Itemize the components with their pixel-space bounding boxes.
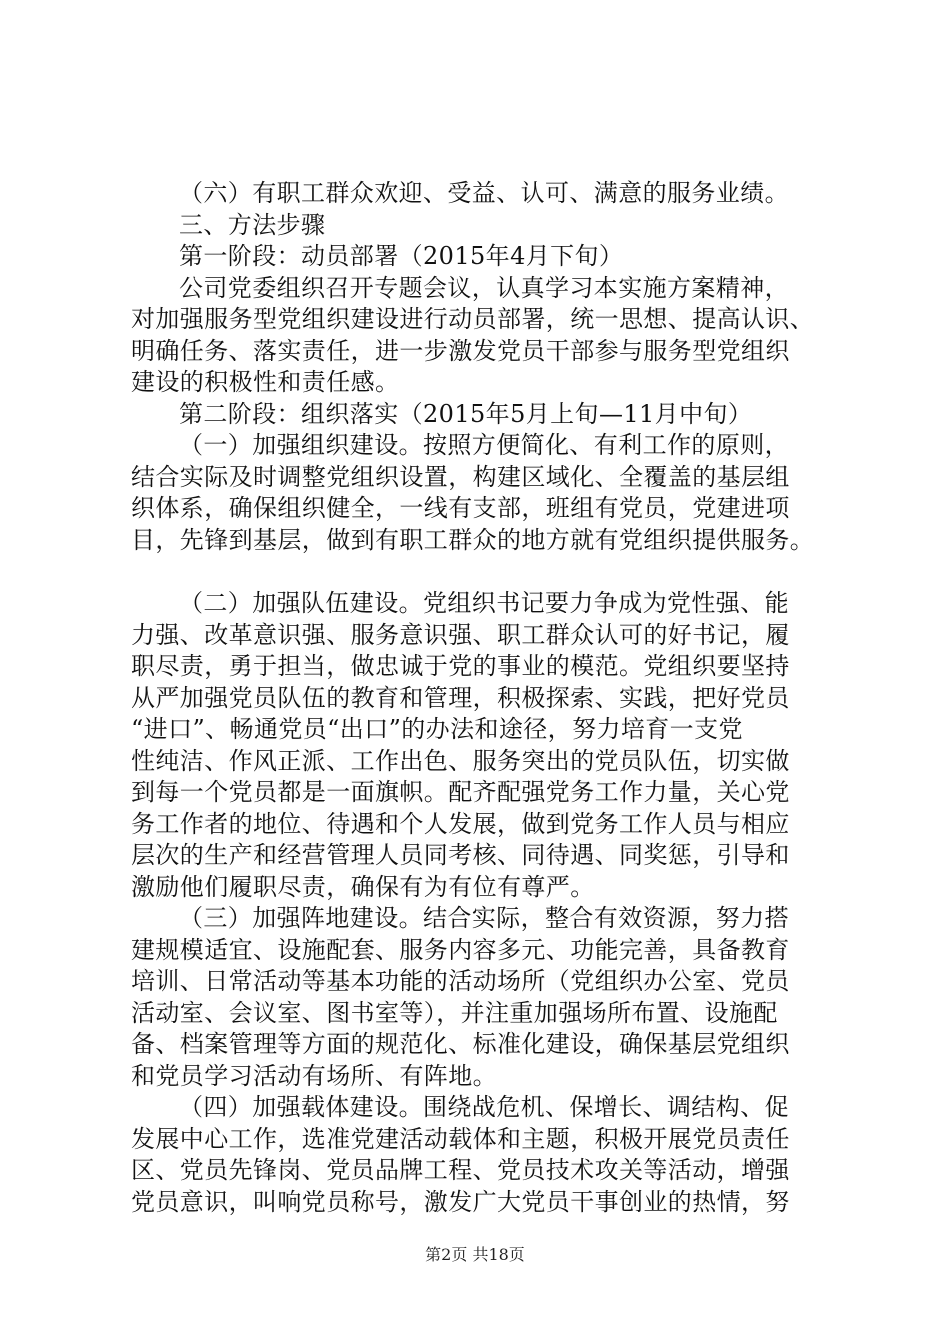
text-line: 建设的积极性和责任感。 (131, 368, 400, 396)
text-line: 备、档案管理等方面的规范化、标准化建设，确保基层党组织 (131, 1030, 790, 1058)
text-line: （二）加强队伍建设。党组织书记要力争成为党性强、能 (179, 589, 789, 617)
text-line: 务工作者的地位、待遇和个人发展，做到党务工作人员与相应 (131, 809, 790, 838)
text-line: 发展中心工作，选准党建活动载体和主题，积极开展党员责任 (131, 1124, 790, 1153)
section-heading: 三、方法步骤 (179, 210, 326, 239)
text-line: 职尽责，勇于担当，做忠诚于党的事业的模范。党组织要坚持 (131, 652, 790, 680)
text-line: 织体系，确保组织健全，一线有支部，班组有党员，党建进项 (131, 494, 790, 522)
text-line: 明确任务、落实责任，进一步激发党员干部参与服务型党组织 (131, 336, 790, 365)
text-line: 党员意识，叫响党员称号，激发广大党员干事创业的热情，努 (131, 1187, 790, 1216)
text-line: 到每一个党员都是一面旗帜。配齐配强党务工作力量，关心党 (131, 778, 790, 806)
text-line: 活动室、会议室、图书室等），并注重加强场所布置、设施配 (131, 998, 778, 1027)
text-line: （一）加强组织建设。按照方便简化、有利工作的原则， (179, 431, 789, 459)
text-line: 层次的生产和经营管理人员同考核、同待遇、同奖惩，引导和 (131, 841, 790, 869)
paragraph-gap (131, 556, 861, 588)
text-line: 对加强服务型党组织建设进行动员部署，统一思想、提高认识、 (131, 305, 815, 333)
text-line: 激励他们履职尽责，确保有为有位有尊严。 (131, 872, 595, 901)
text-line: 建规模适宜、设施配套、服务内容多元、功能完善，具备教育 (131, 935, 790, 964)
stage-heading: 第一阶段：动员部署（2015年4月下旬） (179, 242, 624, 270)
text-line: 性纯洁、作风正派、工作出色、服务突出的党员队伍，切实做 (131, 746, 790, 775)
text-line: 培训、日常活动等基本功能的活动场所（党组织办公室、党员 (131, 967, 790, 995)
text-line: “进口”、畅通党员“出口”的办法和途径，努力培育一支党 (131, 715, 743, 743)
document-body (131, 178, 861, 1218)
text-line: 从严加强党员队伍的教育和管理，积极探索、实践，把好党员 (131, 683, 790, 712)
text-line: 公司党委组织召开专题会议，认真学习本实施方案精神， (179, 273, 789, 302)
text-line: 结合实际及时调整党组织设置，构建区域化、全覆盖的基层组 (131, 462, 790, 491)
text-line: 区、党员先锋岗、党员品牌工程、党员技术攻关等活动，增强 (131, 1156, 790, 1184)
text-line: （三）加强阵地建设。结合实际，整合有效资源，努力搭 (179, 904, 789, 932)
text-line: 和党员学习活动有场所、有阵地。 (131, 1061, 497, 1090)
text-line: （四）加强载体建设。围绕战危机、保增长、调结构、促 (179, 1093, 789, 1121)
stage-heading: 第二阶段：组织落实（2015年5月上旬—11月中旬） (179, 399, 753, 428)
text-line: 力强、改革意识强、服务意识强、职工群众认可的好书记，履 (131, 620, 790, 649)
page-number: 第2页 共18页 (425, 1245, 525, 1264)
text-line: 目，先锋到基层，做到有职工群众的地方就有党组织提供服务。 (131, 525, 815, 554)
text-line: （六）有职工群众欢迎、受益、认可、满意的服务业绩。 (179, 179, 789, 207)
